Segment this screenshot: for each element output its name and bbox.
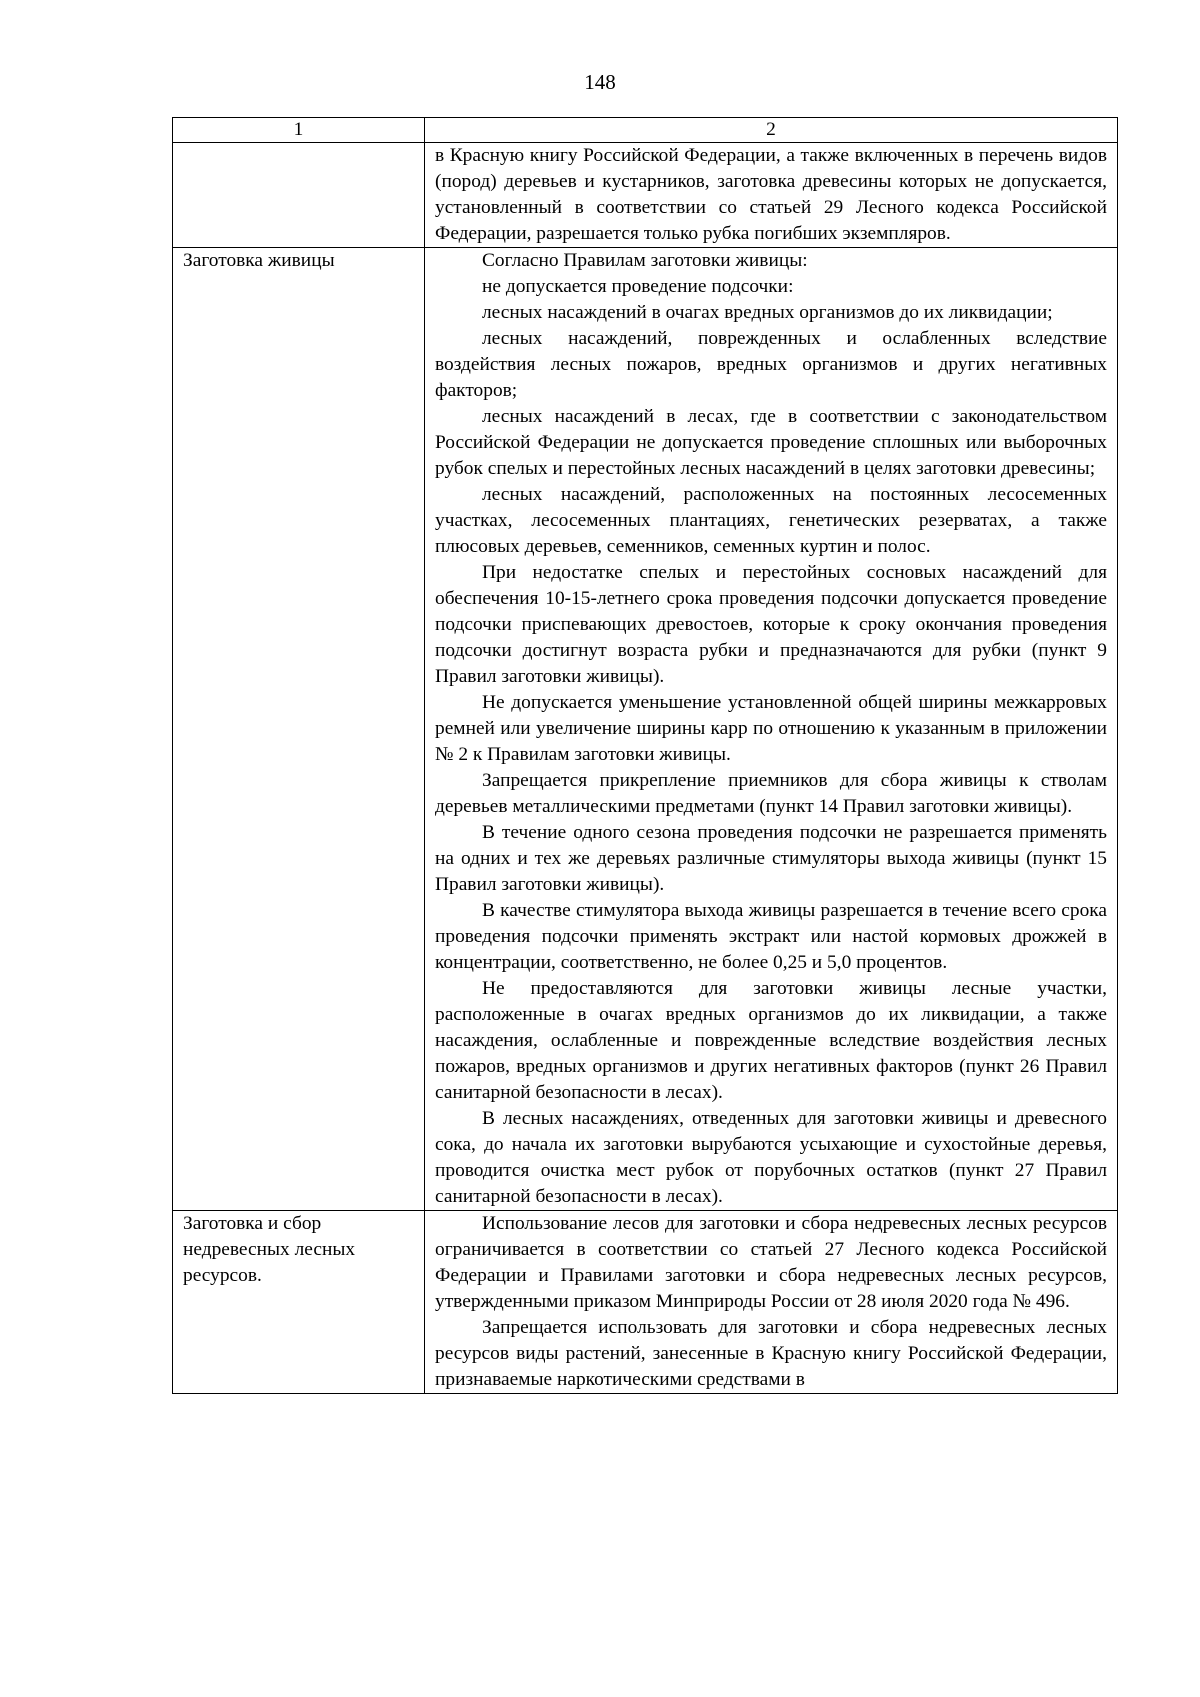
regulations-table (172, 117, 1118, 1394)
table-row (173, 1211, 1118, 1394)
table-row (173, 143, 1118, 248)
paragraph: Согласно Правилам заготовки живицы: (482, 250, 808, 271)
paragraph: В качестве стимулятора выхода живицы разрешается в течение всего срока проведения подсочки применять экстракт или настой кормовых дрожжей в концентрации, соответственно, не более 0,25 и 5,0 процентов. (435, 900, 1107, 973)
row-content (425, 1211, 1118, 1394)
column-number-row (173, 118, 1118, 143)
paragraph: лесных насаждений, поврежденных и ослабленных вследствие воздействия лесных пожаров, вредных организмов и других негативных факторов; (435, 328, 1107, 401)
row-content (425, 248, 1118, 1211)
paragraph: Не предоставляются для заготовки живицы лесные участки, расположенные в очагах вредных организмов до их ликвидации, а также насаждения, ослабленные и поврежденные вследствие воздействия лесных пожаров, вредных организмов и других негативных факторов (пункт 26 Правил санитарной безопасности в лесах). (435, 978, 1107, 1103)
paragraph: Не допускается уменьшение установленной общей ширины межкарровых ремней или увеличение ширины карр по отношению к указанным в приложении № 2 к Правилам заготовки живицы. (435, 692, 1107, 765)
row-label (173, 143, 425, 248)
table-row (173, 248, 1118, 1211)
paragraph: В лесных насаждениях, отведенных для заготовки живицы и древесного сока, до начала их заготовки вырубаются усыхающие и сухостойные деревья, проводится очистка мест рубок от порубочных остатков (пункт 27 Правил санитарной безопасности в лесах). (435, 1108, 1107, 1207)
row-label: Заготовка и сбор недревесных лесных ресурсов. (173, 1211, 425, 1394)
column-number-2: 2 (425, 118, 1118, 143)
paragraph: Использование лесов для заготовки и сбора недревесных лесных ресурсов ограничивается в соответствии со статьей 27 Лесного кодекса Российской Федерации и Правилами заготовки и сбора недревесных лесных ресурсов, утвержденными приказом Минприроды России от 28 июля 2020 года № 496. (435, 1213, 1107, 1312)
paragraph: не допускается проведение подсочки: (482, 276, 794, 297)
paragraph: лесных насаждений в очагах вредных организмов до их ликвидации; (482, 302, 1053, 323)
paragraph: При недостатке спелых и перестойных сосновых насаждений для обеспечения 10-15-летнего срока проведения подсочки допускается проведение подсочки приспевающих древостоев, которые к сроку окончания проведения подсочки достигнут возраста рубки и предназначаются для рубки (пункт 9 Правил заготовки живицы). (435, 562, 1107, 687)
row-content (425, 143, 1118, 248)
paragraph: лесных насаждений в лесах, где в соответствии с законодательством Российской Федерации не допускается проведение сплошных или выборочных рубок спелых и перестойных лесных насаждений в целях заготовки древесины; (435, 406, 1107, 479)
paragraph: лесных насаждений, расположенных на постоянных лесосеменных участках, лесосеменных плантациях, генетических резерватах, а также плюсовых деревьев, семенников, семенных куртин и полос. (435, 484, 1107, 557)
paragraph: В течение одного сезона проведения подсочки не разрешается применять на одних и тех же деревьях различные стимуляторы выхода живицы (пункт 15 Правил заготовки живицы). (435, 822, 1107, 895)
page-number: 148 (584, 70, 616, 94)
paragraph: в Красную книгу Российской Федерации, а также включенных в перечень видов (пород) деревьев и кустарников, заготовка древесины которых не допускается, установленный в соответствии со статьей 29 Лесного кодекса Российской Федерации, разрешается только рубка погибших экземпляров. (435, 145, 1107, 244)
paragraph: Запрещается прикрепление приемников для сбора живицы к стволам деревьев металлическими предметами (пункт 14 Правил заготовки живицы). (435, 770, 1107, 817)
column-number-1: 1 (173, 118, 425, 143)
paragraph: Запрещается использовать для заготовки и сбора недревесных лесных ресурсов виды растений, занесенные в Красную книгу Российской Федерации, признаваемые наркотическими средствами в (435, 1317, 1107, 1390)
row-label: Заготовка живицы (173, 248, 425, 1211)
